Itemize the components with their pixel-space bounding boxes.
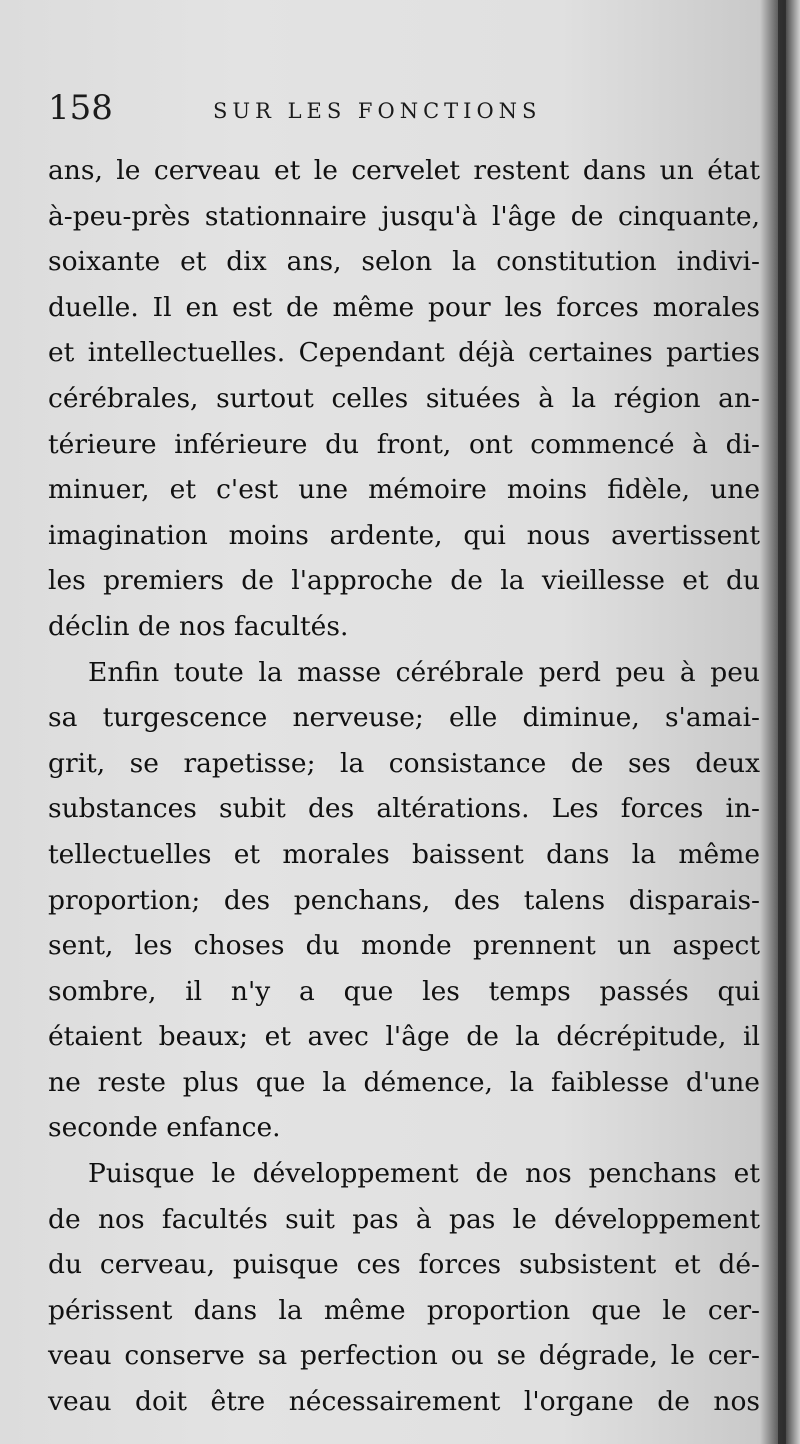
- text-line: sent, les choses du monde prennent un aspect: [48, 930, 760, 962]
- body-text: [48, 148, 760, 1425]
- text-line: veau doit être nécessairement l'organe de nos: [48, 1386, 760, 1418]
- text-line: minuer, et c'est une mémoire moins fidèle, une: [48, 474, 760, 506]
- paragraph-start-line: Enfin toute la masse cérébrale perd peu à peu: [88, 656, 760, 688]
- paragraph-start-line: Puisque le développement de nos penchans et: [88, 1158, 760, 1190]
- text-line: ans, le cerveau et le cervelet restent dans un état: [48, 155, 760, 186]
- text-line: de nos facultés suit pas à pas le développement: [48, 1203, 760, 1235]
- text-line: les premiers de l'approche de la vieillesse et du: [48, 565, 760, 597]
- text-line: sa turgescence nerveuse; elle diminue, s'amai-: [48, 702, 760, 734]
- text-line: veau conserve sa perfection ou se dégrade, le cer-: [48, 1340, 760, 1372]
- text-line: ne reste plus que la démence, la faiblesse d'une: [48, 1066, 760, 1098]
- page-header: [48, 88, 748, 138]
- text-line: proportion; des penchans, des talens disparais-: [48, 884, 760, 916]
- text-line: et intellectuelles. Cependant déjà certaines parties: [48, 337, 760, 369]
- text-line: térieure inférieure du front, ont commencé à di-: [48, 428, 760, 460]
- text-line: soixante et dix ans, selon la constitution indivi-: [48, 246, 760, 278]
- text-line: déclin de nos facultés.: [48, 610, 349, 642]
- text-line: grit, se rapetisse; la consistance de ses deux: [48, 747, 760, 779]
- text-line: du cerveau, puisque ces forces subsistent et dé-: [48, 1249, 760, 1281]
- text-line: tellectuelles et morales baissent dans la même: [48, 838, 760, 870]
- text-line: périssent dans la même proportion que le cer-: [48, 1294, 760, 1326]
- text-line: à-peu-près stationnaire jusqu'à l'âge de cinquante,: [48, 200, 760, 232]
- text-line: duelle. Il en est de même pour les forces morales: [48, 291, 760, 323]
- page-number: 158: [48, 88, 113, 128]
- text-line: substances subit des altérations. Les forces in-: [48, 793, 760, 825]
- page-gutter-shadow: [778, 0, 786, 1444]
- running-title: SUR LES FONCTIONS: [213, 99, 542, 123]
- text-line: seconde enfance.: [48, 1112, 281, 1144]
- text-line: étaient beaux; et avec l'âge de la décrépitude, il: [48, 1021, 760, 1053]
- text-line: imagination moins ardente, qui nous avertissent: [48, 519, 760, 551]
- text-line: sombre, il n'y a que les temps passés qui: [48, 975, 760, 1007]
- text-line: cérébrales, surtout celles situées à la région an-: [48, 382, 760, 414]
